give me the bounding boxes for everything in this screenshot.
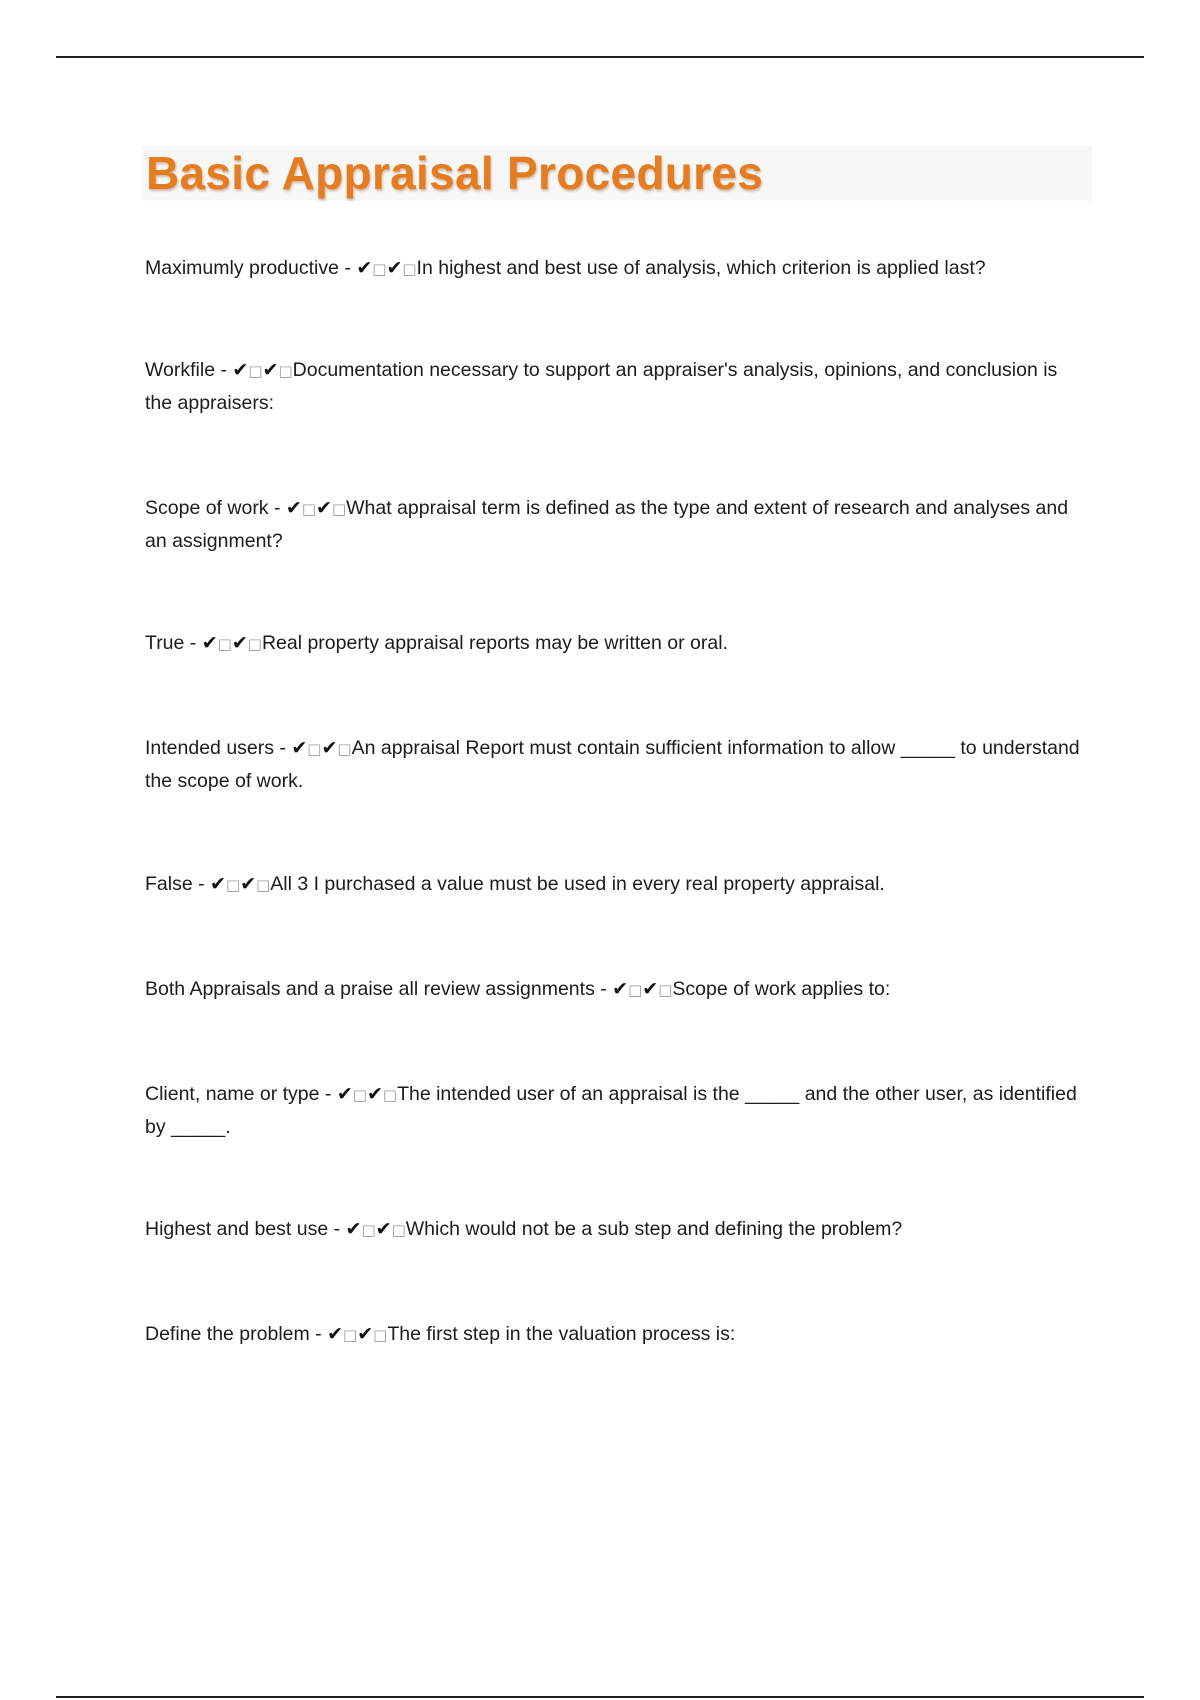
question-text: An appraisal Report must contain sufficient information to allow _____ to understand the scope of work. — [145, 737, 1086, 792]
answer-text: False — [145, 873, 193, 895]
check-icon: ✔ — [357, 1323, 374, 1345]
qa-item-1 — [145, 252, 1085, 285]
question-text: Scope of work applies to: — [672, 978, 891, 1000]
check-icon: ✔ — [291, 737, 308, 759]
question-text: Which would not be a sub step and defining the problem? — [405, 1218, 903, 1240]
separator: - — [192, 873, 211, 895]
answer-text: Workfile — [145, 359, 216, 381]
qa-item-8 — [145, 1078, 1085, 1143]
box-icon: □ — [248, 362, 263, 380]
title-band — [142, 146, 1092, 201]
box-icon: □ — [278, 362, 293, 380]
qa-item-4 — [145, 627, 1085, 660]
box-icon: □ — [352, 1086, 367, 1104]
answer-text: Scope of work — [145, 497, 269, 519]
answer-text: Highest and best use — [145, 1218, 329, 1240]
check-icon: ✔ — [386, 257, 403, 279]
qa-item-5 — [145, 732, 1085, 797]
separator: - — [184, 632, 202, 654]
answer-text: Define the problem — [145, 1323, 310, 1345]
question-text: In highest and best use of analysis, which criterion is applied last? — [416, 257, 986, 279]
separator: - — [338, 257, 357, 279]
box-icon: □ — [628, 981, 643, 999]
check-icon: ✔ — [612, 978, 629, 1000]
check-icon: ✔ — [345, 1218, 362, 1240]
check-icon: ✔ — [336, 1083, 353, 1105]
box-icon: □ — [658, 981, 673, 999]
box-icon: □ — [301, 500, 317, 518]
qa-item-6 — [145, 868, 1085, 901]
answer-text: True — [145, 632, 185, 654]
separator: - — [319, 1083, 337, 1105]
question-text: Real property appraisal reports may be written or oral. — [261, 632, 728, 654]
box-icon: □ — [402, 260, 417, 278]
top-page-rule — [56, 56, 1144, 58]
check-icon: ✔ — [232, 359, 249, 381]
check-icon: ✔ — [240, 873, 257, 895]
box-icon: □ — [217, 635, 232, 653]
answer-text: Both Appraisals and a praise all review assignments — [145, 978, 595, 1000]
question-text: Documentation necessary to support an appraiser's analysis, opinions, and conclusion is the appraisers: — [145, 359, 1063, 414]
separator: - — [215, 359, 233, 381]
box-icon: □ — [247, 635, 262, 653]
box-icon: □ — [391, 1221, 406, 1239]
separator: - — [309, 1323, 328, 1345]
check-icon: ✔ — [321, 737, 338, 759]
check-icon: ✔ — [316, 497, 332, 519]
box-icon: □ — [361, 1221, 376, 1239]
qa-item-7 — [145, 973, 1085, 1006]
check-icon: ✔ — [327, 1323, 344, 1345]
bottom-page-rule — [56, 1696, 1144, 1698]
check-icon: ✔ — [375, 1218, 392, 1240]
qa-item-10 — [145, 1318, 1085, 1351]
separator: - — [268, 497, 286, 519]
separator: - — [274, 737, 292, 759]
box-icon: □ — [337, 740, 352, 758]
qa-item-2 — [145, 354, 1085, 419]
check-icon: ✔ — [210, 873, 226, 895]
box-icon: □ — [307, 740, 322, 758]
check-icon: ✔ — [285, 497, 302, 519]
box-icon: □ — [382, 1086, 398, 1104]
question-text: What appraisal term is defined as the type and extent of research and analyses and an assignment? — [145, 497, 1074, 552]
question-text: The intended user of an appraisal is the _____ and the other user, as identified by _____. — [145, 1083, 1083, 1138]
check-icon: ✔ — [642, 978, 659, 1000]
check-icon: ✔ — [356, 257, 373, 279]
box-icon: □ — [225, 876, 241, 894]
box-icon: □ — [331, 500, 347, 518]
box-icon: □ — [256, 876, 271, 894]
qa-item-3 — [145, 492, 1085, 557]
answer-text: Intended users — [145, 737, 275, 759]
box-icon: □ — [343, 1326, 358, 1344]
document-title: Basic Appraisal Procedures — [146, 147, 764, 199]
answer-text: Maximumly productive — [145, 257, 339, 279]
question-text: The first step in the valuation process is: — [387, 1323, 736, 1345]
qa-item-9 — [145, 1213, 1085, 1246]
answer-text: Client, name or type — [145, 1083, 320, 1105]
check-icon: ✔ — [201, 632, 218, 654]
check-icon: ✔ — [231, 632, 248, 654]
question-text: All 3 I purchased a value must be used in every real property appraisal. — [270, 873, 885, 895]
check-icon: ✔ — [366, 1083, 383, 1105]
separator: - — [594, 978, 613, 1000]
box-icon: □ — [373, 1326, 388, 1344]
separator: - — [328, 1218, 346, 1240]
check-icon: ✔ — [262, 359, 279, 381]
box-icon: □ — [372, 260, 387, 278]
